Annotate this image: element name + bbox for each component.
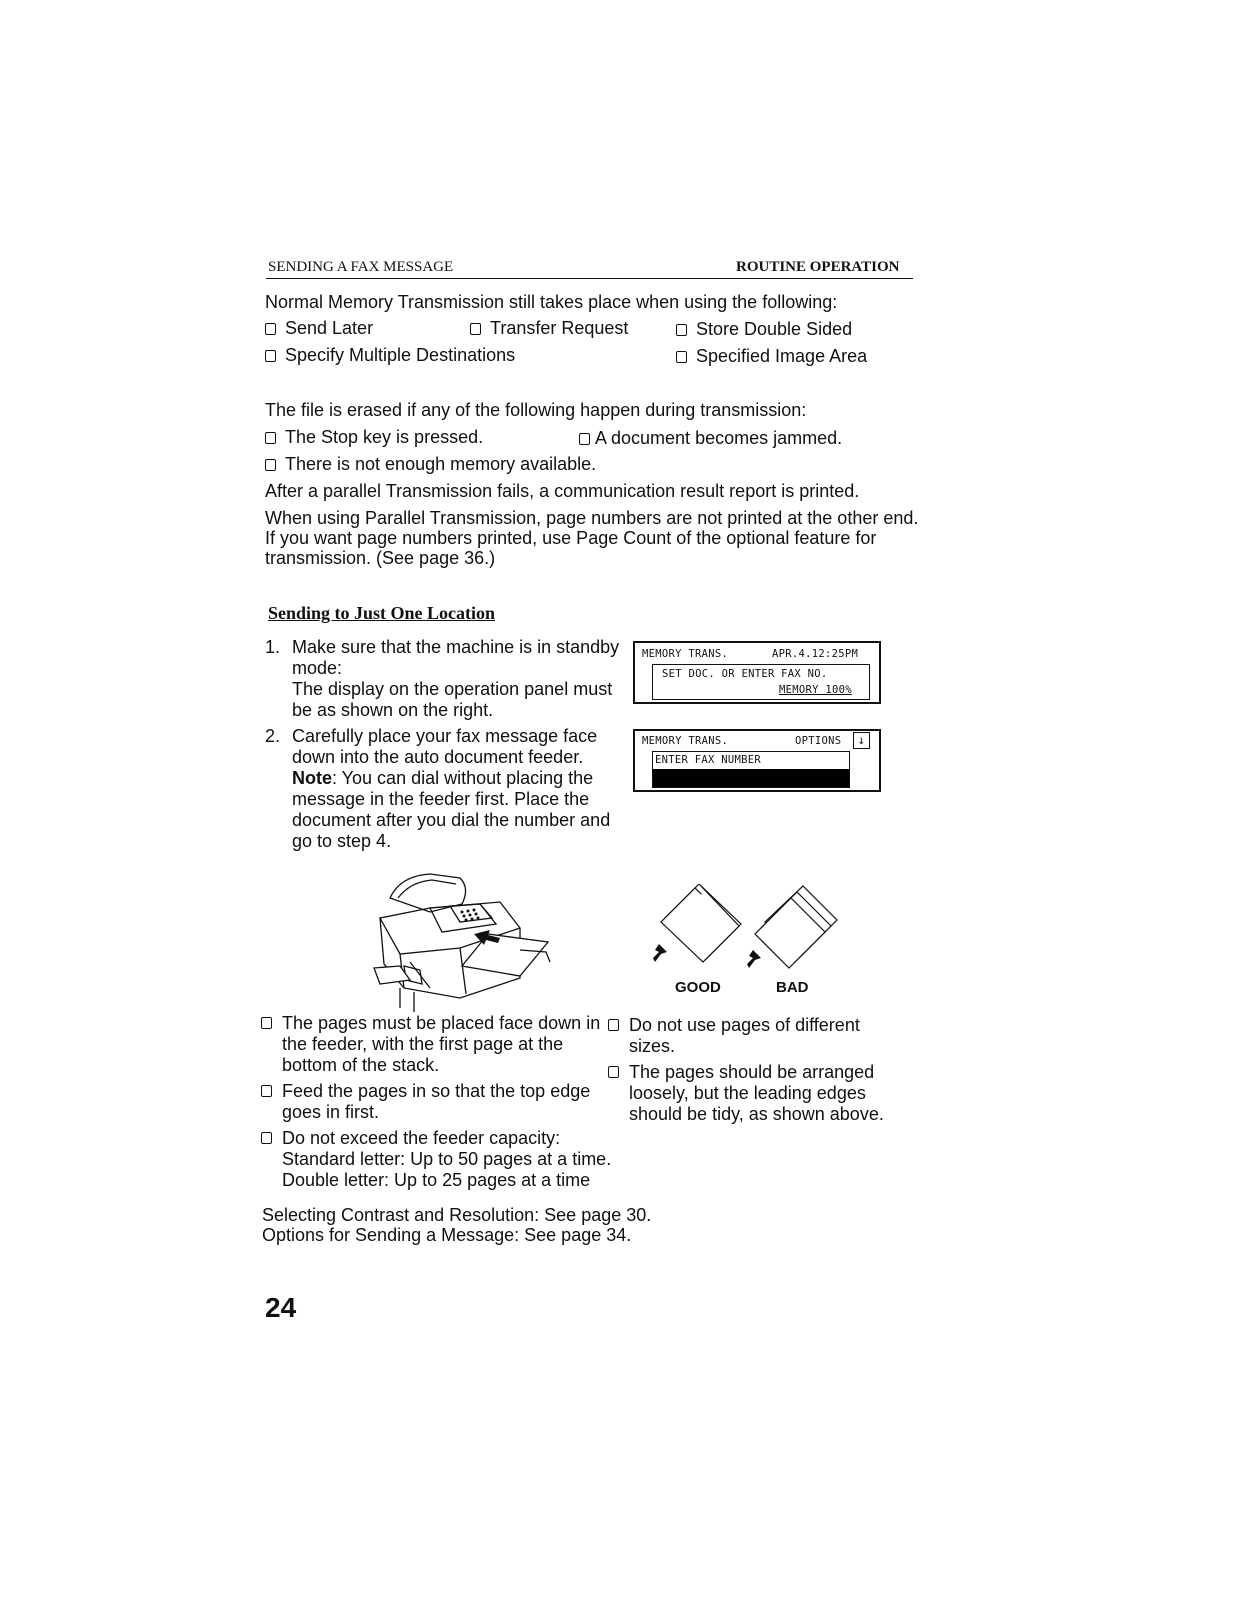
checkbox-bullet-icon xyxy=(261,1132,272,1144)
stack-bullet: Do not use pages of different sizes. xyxy=(608,1015,860,1057)
memory-tx-item: Transfer Request xyxy=(470,318,628,339)
erase-item: The Stop key is pressed. xyxy=(265,427,483,448)
reference-line: Options for Sending a Message: See page 34. xyxy=(262,1225,632,1245)
checkbox-bullet-icon xyxy=(676,324,687,336)
step-number: 2. xyxy=(265,726,281,746)
display-datetime: APR.4.12:25PM xyxy=(772,648,859,660)
feeder-bullet: Do not exceed the feeder capacity: Standard letter: Up to 50 pages at a time. Double letter: Up to 25 pages at a time xyxy=(261,1128,611,1191)
running-header-chapter: ROUTINE OPERATION xyxy=(736,259,900,275)
good-bad-stack-illustration xyxy=(645,884,845,972)
display-input-bar xyxy=(653,769,849,787)
erase-item: A document becomes jammed. xyxy=(579,428,842,449)
display-mode: MEMORY TRANS. xyxy=(642,735,729,747)
step-number: 1. xyxy=(265,637,281,657)
running-header-section: SENDING A FAX MESSAGE xyxy=(268,259,454,275)
header-rule xyxy=(266,278,913,279)
checkbox-bullet-icon xyxy=(265,432,276,444)
erase-item: There is not enough memory available. xyxy=(265,454,596,475)
memory-tx-item: Specified Image Area xyxy=(676,346,867,367)
memory-tx-item: Send Later xyxy=(265,318,373,339)
step-2-text: Carefully place your fax message face down into the auto document feeder. Note: You can dial without placing the message in the feeder first. Place the document after you dial the number and go to step 4. xyxy=(292,726,611,851)
feeder-bullet: The pages must be placed face down in the feeder, with the first page at the bottom of the stack. xyxy=(261,1013,600,1076)
display-memory: MEMORY 100% xyxy=(779,684,852,696)
checkbox-bullet-icon xyxy=(265,459,276,471)
section-title: Sending to Just One Location xyxy=(268,603,496,623)
checkbox-bullet-icon xyxy=(470,323,481,335)
parallel-para-line: transmission. (See page 36.) xyxy=(265,548,496,568)
reference-line: Selecting Contrast and Resolution: See page 30. xyxy=(262,1205,652,1225)
memory-tx-item: Specify Multiple Destinations xyxy=(265,345,515,366)
checkbox-bullet-icon xyxy=(261,1017,272,1029)
enter-number-display xyxy=(633,729,881,792)
standby-display xyxy=(633,641,881,704)
display-message-area xyxy=(652,751,850,788)
good-label: GOOD xyxy=(675,979,721,996)
erase-intro: The file is erased if any of the following happen during transmission: xyxy=(265,400,807,420)
checkbox-bullet-icon xyxy=(608,1019,619,1031)
checkbox-bullet-icon xyxy=(579,433,590,445)
parallel-para-line: If you want page numbers printed, use Page Count of the optional feature for xyxy=(265,528,877,548)
down-arrow-icon: ↓ xyxy=(853,732,870,749)
memory-tx-item: Store Double Sided xyxy=(676,319,852,340)
display-prompt: ENTER FAX NUMBER xyxy=(655,754,761,766)
checkbox-bullet-icon xyxy=(676,351,687,363)
checkbox-bullet-icon xyxy=(265,323,276,335)
step-1-text: Make sure that the machine is in standby mode: The display on the operation panel must be as shown on the right. xyxy=(292,637,620,720)
stack-bullet: The pages should be arranged loosely, but the leading edges should be tidy, as shown above. xyxy=(608,1062,884,1125)
display-prompt: SET DOC. OR ENTER FAX NO. xyxy=(662,668,828,680)
checkbox-bullet-icon xyxy=(608,1066,619,1078)
bad-label: BAD xyxy=(776,979,809,996)
feeder-bullet: Feed the pages in so that the top edge goes in first. xyxy=(261,1081,590,1123)
parallel-para-line: When using Parallel Transmission, page numbers are not printed at the other end. xyxy=(265,508,919,528)
checkbox-bullet-icon xyxy=(261,1085,272,1097)
note-label: Note xyxy=(292,768,332,788)
fax-machine-illustration xyxy=(370,868,560,1014)
parallel-fail-note: After a parallel Transmission fails, a communication result report is printed. xyxy=(265,481,860,501)
page-number: 24 xyxy=(265,1292,297,1323)
display-message-area xyxy=(652,664,870,700)
display-options: OPTIONS xyxy=(795,735,842,747)
memory-tx-intro: Normal Memory Transmission still takes place when using the following: xyxy=(265,292,838,312)
display-mode: MEMORY TRANS. xyxy=(642,648,729,660)
checkbox-bullet-icon xyxy=(265,350,276,362)
